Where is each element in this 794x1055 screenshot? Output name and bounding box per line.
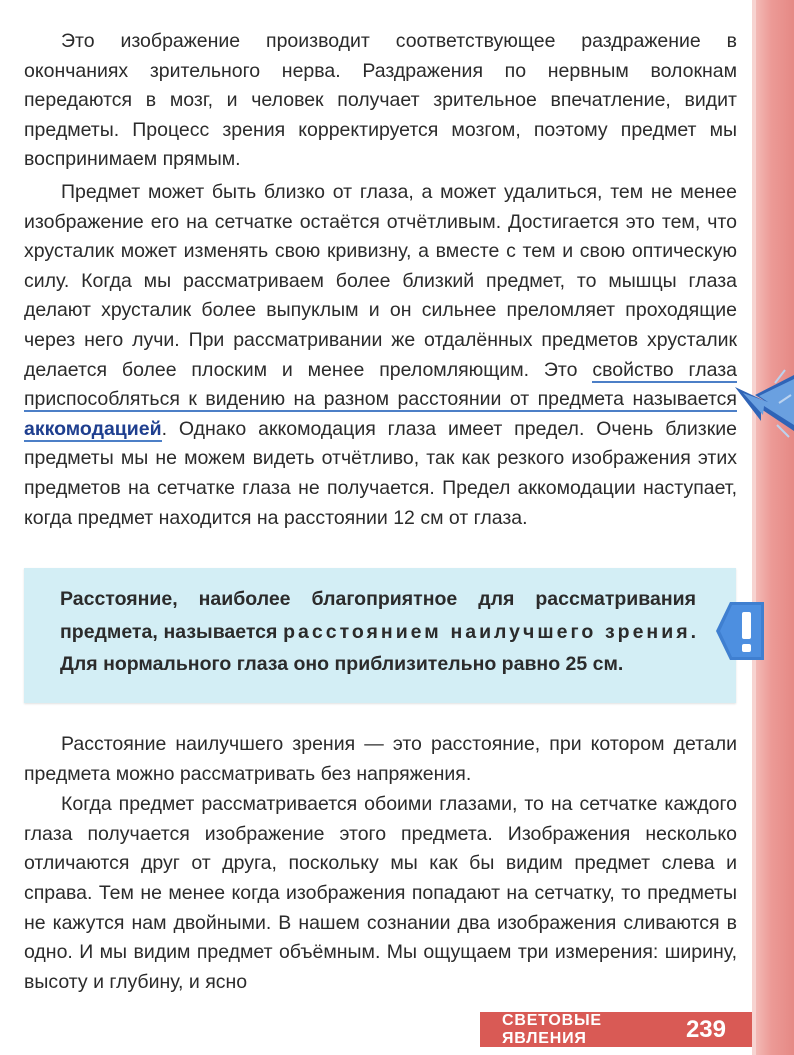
page-edge-strip bbox=[756, 0, 794, 1055]
accommodation-rest: . Однако аккомодация глаза имеет предел. Очень близкие предметы мы не можем видеть отчётливо, так как резкого изображения этих предметов на сетчатке глаза не получается. Предел аккомодации наступает, когда предмет находится на расстоянии 12 см от глаза. bbox=[24, 417, 737, 529]
rule-text-part2: . Для нормального глаза оно приблизительно равно 25 см. bbox=[60, 620, 696, 675]
exclamation-icon bbox=[716, 600, 766, 662]
page-number: 239 bbox=[685, 1015, 726, 1043]
rule-box bbox=[24, 568, 736, 703]
paragraph-3: Расстояние наилучшего зрения — это расстояние, при котором детали предмета можно рассматривать без напряжения. bbox=[24, 733, 737, 785]
paragraph-2-text: Предмет может быть близко от глаза, а может удалиться, тем не менее изображение его на сетчатке остаётся отчётливым. Достигается это тем, что хрусталик может изменять свою кривизну, а вместе с тем и свою оптическую силу. Когда мы рассматриваем более близкий предмет, то мышцы глаза делают хрусталик более выпуклым и он сильнее преломляет проходящие через него лучи. При рассматривании же отдалённых предметов хрусталик делается более плоским и менее преломляющим. bbox=[24, 180, 737, 381]
paragraph-4: Когда предмет рассматривается обоими глазами, то на сетчатке каждого глаза получается изображение этого предмета. Изображения несколько отличаются друг от друга, поскольку мы как бы видим предмет слева и справа. Тем не менее когда изображения попадают на сетчатку, то предметы не кажутся нам двойными. В нашем сознании два изображения сливаются в одно. И мы видим предмет объёмным. Мы ощущаем три измерения: ширину, высоту и глубину, и ясно bbox=[24, 793, 737, 993]
paragraph-1: Это изображение производит соответствующее раздражение в окончаниях зрительного нерва. Раздражения по нервным волокнам передаются в мозг, и человек получает зрительное впечатление, видит предметы. Процесс зрения корректируется мозгом, поэтому предмет мы воспринимаем прямым. bbox=[24, 30, 737, 171]
rule-text-part1: Расстояние, наиболее благоприятное для рассматривания предмета, называется bbox=[60, 588, 696, 643]
section-title: СВЕТОВЫЕ ЯВЛЕНИЯ bbox=[502, 1011, 602, 1047]
page-footer bbox=[480, 1012, 752, 1047]
accommodation-lead: Это bbox=[543, 358, 593, 381]
text-block-top bbox=[24, 27, 737, 533]
accommodation-term: аккомодацией bbox=[24, 417, 162, 440]
definition-text: свойство глаза приспособляться к видению на разном расстоянии от предмета называется bbox=[24, 358, 738, 411]
rule-term: расстоянием наилучшего зрения bbox=[283, 620, 691, 643]
paragraph-2 bbox=[24, 178, 737, 533]
text-block-bottom bbox=[24, 730, 737, 997]
key-definition-arrow-icon bbox=[735, 365, 794, 445]
